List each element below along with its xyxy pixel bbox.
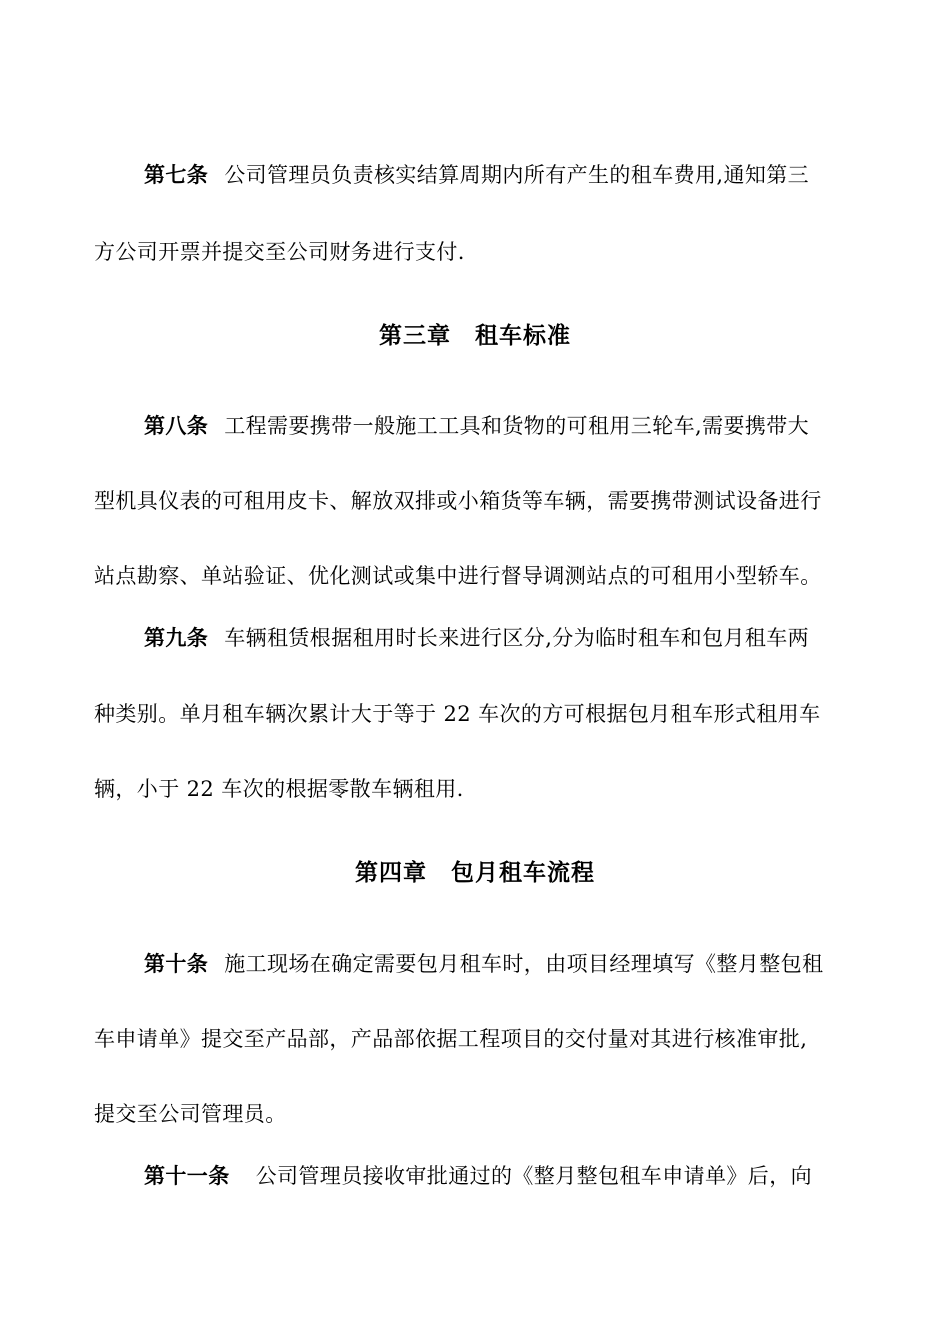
- article-9-line-3: 辆，小于 22 车次的根据零散车辆租用.: [94, 777, 464, 801]
- chapter-3-number: 第三章: [379, 323, 451, 349]
- article-7-line-2: 方公司开票并提交至公司财务进行支付.: [94, 240, 465, 264]
- article-9-text-1: 车辆租赁根据租用时长来进行区分,分为临时租车和包月租车两: [224, 626, 810, 650]
- chapter-4-title: 包月租车流程: [451, 860, 595, 886]
- article-8-line-2: 型机具仪表的可租用皮卡、解放双排或小箱货等车辆，需要携带测试设备进行: [94, 489, 822, 513]
- article-8-label: 第八条: [144, 414, 209, 438]
- chapter-4-number: 第四章: [355, 860, 427, 886]
- article-9-line-1: [144, 624, 809, 652]
- article-7-label: 第七条: [144, 163, 209, 187]
- article-8-line-1: [144, 412, 809, 440]
- article-9-label: 第九条: [144, 626, 209, 650]
- chapter-3-heading: [0, 321, 950, 351]
- article-10-text-1: 施工现场在确定需要包月租车时，由项目经理填写《整月整包租: [224, 952, 824, 976]
- article-10-line-3: 提交至公司管理员。: [94, 1102, 287, 1126]
- article-8-line-3: 站点勘察、单站验证、优化测试或集中进行督导调测站点的可租用小型轿车。: [94, 564, 822, 588]
- article-11-text-1: 公司管理员接收审批通过的《整月整包租车申请单》后，向: [255, 1164, 813, 1188]
- article-10-label: 第十条: [144, 952, 209, 976]
- article-8-text-1: 工程需要携带一般施工工具和货物的可租用三轮车,需要携带大: [224, 414, 810, 438]
- chapter-4-heading: [0, 858, 950, 888]
- chapter-3-title: 租车标准: [475, 323, 571, 349]
- article-11-line-1: [144, 1162, 812, 1190]
- article-11-label: 第十一条: [144, 1164, 230, 1188]
- article-7-text-1: 公司管理员负责核实结算周期内所有产生的租车费用,通知第三: [224, 163, 810, 187]
- article-7-line-1: [144, 161, 809, 189]
- article-10-line-1: [144, 950, 823, 978]
- article-9-line-2: 种类别。单月租车辆次累计大于等于 22 车次的方可根据包月租车形式租用车: [94, 702, 821, 726]
- article-10-line-2: 车申请单》提交至产品部，产品部依据工程项目的交付量对其进行核准审批,: [94, 1027, 808, 1051]
